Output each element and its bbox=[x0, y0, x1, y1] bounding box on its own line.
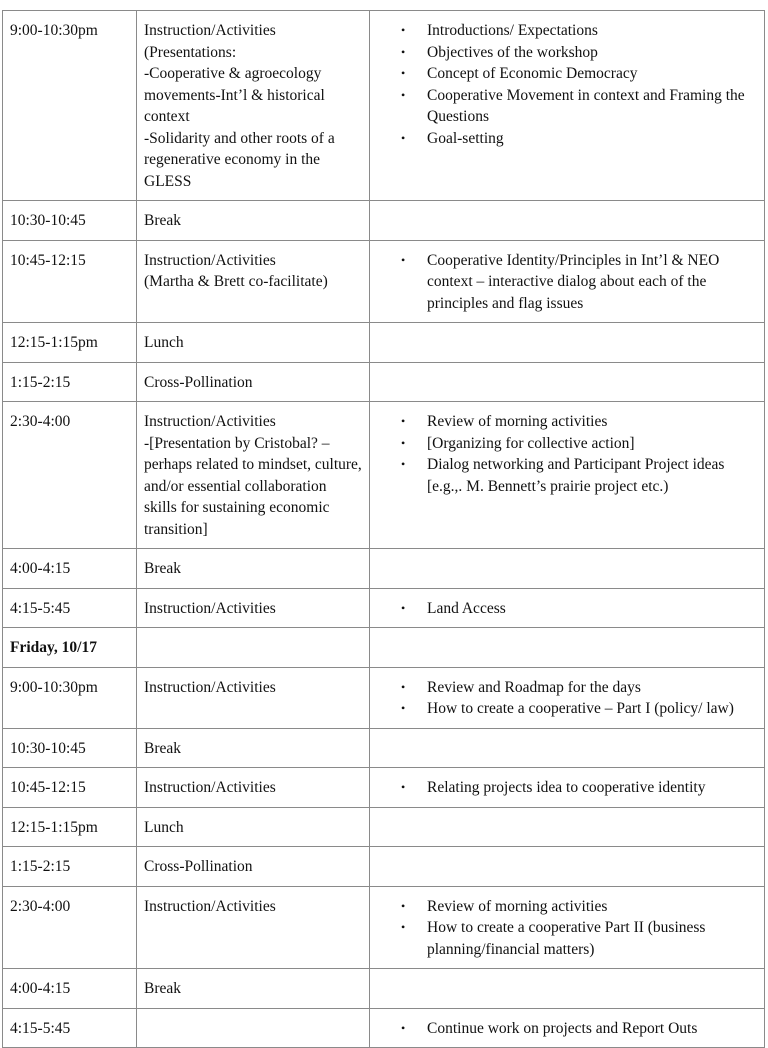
time-slot: 10:45-12:15 bbox=[10, 251, 86, 269]
activity-line: Lunch bbox=[144, 334, 184, 351]
activity-cell bbox=[137, 886, 370, 969]
activity-cell bbox=[137, 323, 370, 363]
schedule-row bbox=[3, 549, 765, 589]
activity-line: Break bbox=[144, 212, 182, 229]
time-slot: 2:30-4:00 bbox=[10, 413, 71, 430]
time-slot: 9:00-10:30pm bbox=[10, 678, 98, 696]
time-cell bbox=[3, 402, 137, 549]
time-cell bbox=[3, 728, 137, 768]
schedule-row bbox=[3, 240, 765, 323]
activity-line: Instruction/Activities bbox=[144, 599, 276, 617]
schedule-row bbox=[3, 201, 765, 241]
schedule-row bbox=[3, 588, 765, 628]
schedule-row bbox=[3, 728, 765, 768]
time-slot: 2:30-4:00 bbox=[10, 897, 71, 915]
time-cell bbox=[3, 847, 137, 887]
topic-text: [Organizing for collective action] bbox=[427, 434, 635, 452]
time-slot: 9:00-10:30pm bbox=[10, 22, 98, 39]
activity-line: Instruction/Activities bbox=[144, 251, 276, 269]
schedule-table bbox=[2, 10, 765, 1048]
bullet-icon: • bbox=[401, 679, 406, 694]
topics-cell bbox=[370, 1008, 765, 1048]
time-cell bbox=[3, 768, 137, 808]
topic-text: How to create a cooperative – Part I (policy/ law) bbox=[427, 700, 734, 717]
activity-cell bbox=[137, 549, 370, 589]
time-cell bbox=[3, 667, 137, 728]
bullet-icon: • bbox=[401, 66, 406, 80]
time-cell bbox=[3, 588, 137, 628]
topics-cell bbox=[370, 886, 765, 969]
activity-cell bbox=[137, 1008, 370, 1048]
topics-cell bbox=[370, 728, 765, 768]
topic-item bbox=[377, 128, 758, 150]
topic-list bbox=[377, 411, 758, 497]
activity-line: Instruction/Activities bbox=[144, 413, 276, 430]
topic-item bbox=[377, 917, 758, 960]
time-cell bbox=[3, 11, 137, 201]
topic-list bbox=[377, 20, 758, 149]
schedule-row bbox=[3, 362, 765, 402]
schedule-row bbox=[3, 1008, 765, 1048]
time-cell bbox=[3, 549, 137, 589]
bullet-icon: • bbox=[401, 701, 406, 715]
activity-line: -[Presentation by Cristobal? – perhaps related to mindset, culture, and/or essential collaboration skills for sustaining economic transition] bbox=[144, 434, 362, 538]
topic-item bbox=[377, 896, 758, 918]
bullet-icon: • bbox=[401, 23, 406, 37]
activity-line: Cross-Pollination bbox=[144, 373, 253, 391]
topics-cell bbox=[370, 201, 765, 241]
time-cell bbox=[3, 1008, 137, 1048]
day-header-row bbox=[3, 628, 765, 668]
schedule-row bbox=[3, 807, 765, 847]
activity-line: Instruction/Activities bbox=[144, 22, 276, 39]
topics-cell bbox=[370, 588, 765, 628]
time-slot: 4:00-4:15 bbox=[10, 560, 71, 577]
activity-line: Break bbox=[144, 980, 182, 997]
topic-list bbox=[377, 1018, 758, 1040]
topic-text: Dialog networking and Participant Project ideas [e.g.,. M. Bennett’s prairie project etc.) bbox=[427, 456, 725, 495]
schedule-row bbox=[3, 969, 765, 1009]
topic-item bbox=[377, 42, 758, 64]
topic-text: How to create a cooperative Part II (business planning/financial matters) bbox=[427, 919, 706, 958]
time-slot: 10:30-10:45 bbox=[10, 739, 86, 757]
activity-line: Instruction/Activities bbox=[144, 779, 276, 796]
topic-list bbox=[377, 777, 758, 799]
activity-cell bbox=[137, 667, 370, 728]
bullet-icon: • bbox=[401, 1020, 406, 1035]
schedule-row bbox=[3, 11, 765, 201]
topics-cell bbox=[370, 768, 765, 808]
topic-item bbox=[377, 777, 758, 799]
topic-list bbox=[377, 598, 758, 620]
time-slot: 1:15-2:15 bbox=[10, 858, 71, 875]
bullet-icon: • bbox=[401, 920, 406, 934]
time-cell bbox=[3, 201, 137, 241]
topic-item bbox=[377, 698, 758, 720]
time-cell bbox=[3, 886, 137, 969]
schedule-table-body bbox=[3, 11, 765, 1048]
activity-cell bbox=[137, 807, 370, 847]
activity-cell bbox=[137, 728, 370, 768]
topic-text: Review and Roadmap for the days bbox=[427, 678, 641, 696]
activity-line: Cross-Pollination bbox=[144, 858, 253, 875]
schedule-row bbox=[3, 768, 765, 808]
activity-line: -Cooperative & agroecology movements-Int’l & historical context bbox=[144, 65, 325, 125]
day-label: Friday, 10/17 bbox=[10, 639, 97, 656]
activity-cell bbox=[137, 588, 370, 628]
topic-text: Introductions/ Expectations bbox=[427, 22, 598, 39]
topics-cell bbox=[370, 628, 765, 668]
topic-list bbox=[377, 677, 758, 720]
schedule-row bbox=[3, 886, 765, 969]
activity-cell bbox=[137, 240, 370, 323]
topics-cell bbox=[370, 362, 765, 402]
time-cell bbox=[3, 807, 137, 847]
topic-item bbox=[377, 454, 758, 497]
topic-item bbox=[377, 433, 758, 455]
topic-item bbox=[377, 85, 758, 128]
topics-cell bbox=[370, 240, 765, 323]
topic-item bbox=[377, 20, 758, 42]
topic-text: Relating projects idea to cooperative identity bbox=[427, 779, 706, 796]
bullet-icon: • bbox=[401, 87, 406, 102]
topics-cell bbox=[370, 807, 765, 847]
topic-text: Cooperative Movement in context and Framing the Questions bbox=[427, 86, 745, 125]
activity-cell bbox=[137, 402, 370, 549]
bullet-icon: • bbox=[401, 252, 406, 267]
time-slot: 10:30-10:45 bbox=[10, 212, 86, 229]
topic-text: Objectives of the workshop bbox=[427, 43, 598, 61]
activity-cell bbox=[137, 847, 370, 887]
activity-cell bbox=[137, 362, 370, 402]
activity-cell bbox=[137, 768, 370, 808]
time-cell bbox=[3, 362, 137, 402]
bullet-icon: • bbox=[401, 898, 406, 913]
topic-text: Continue work on projects and Report Outs bbox=[427, 1019, 698, 1037]
schedule-row bbox=[3, 667, 765, 728]
time-cell bbox=[3, 969, 137, 1009]
bullet-icon: • bbox=[401, 414, 406, 428]
time-slot: 10:45-12:15 bbox=[10, 779, 86, 796]
time-slot: 12:15-1:15pm bbox=[10, 334, 98, 351]
topic-list bbox=[377, 896, 758, 961]
activity-cell bbox=[137, 201, 370, 241]
activity-cell bbox=[137, 11, 370, 201]
schedule-row bbox=[3, 402, 765, 549]
time-slot: 12:15-1:15pm bbox=[10, 818, 98, 836]
activity-line: Lunch bbox=[144, 818, 184, 836]
time-slot: 4:00-4:15 bbox=[10, 980, 71, 997]
schedule-row bbox=[3, 847, 765, 887]
time-cell bbox=[3, 323, 137, 363]
topic-text: Concept of Economic Democracy bbox=[427, 65, 638, 82]
activity-line: (Martha & Brett co-facilitate) bbox=[144, 273, 328, 290]
activity-line: -Solidarity and other roots of a regenerative economy in the GLESS bbox=[144, 129, 335, 190]
topics-cell bbox=[370, 847, 765, 887]
topic-item bbox=[377, 677, 758, 699]
topic-item bbox=[377, 250, 758, 315]
topic-item bbox=[377, 598, 758, 620]
topic-text: Cooperative Identity/Principles in Int’l & NEO context – interactive dialog about each of the principles and flag issues bbox=[427, 251, 720, 312]
day-label-cell bbox=[3, 628, 137, 668]
topics-cell bbox=[370, 11, 765, 201]
topic-item bbox=[377, 63, 758, 85]
topics-cell bbox=[370, 549, 765, 589]
topic-text: Review of morning activities bbox=[427, 897, 608, 915]
activity-cell bbox=[137, 969, 370, 1009]
topics-cell bbox=[370, 323, 765, 363]
time-slot: 4:15-5:45 bbox=[10, 1019, 71, 1037]
topic-item bbox=[377, 411, 758, 433]
topics-cell bbox=[370, 402, 765, 549]
bullet-icon: • bbox=[401, 600, 406, 615]
topic-list bbox=[377, 250, 758, 315]
bullet-icon: • bbox=[401, 780, 406, 794]
activity-line: Break bbox=[144, 739, 182, 757]
topic-text: Review of morning activities bbox=[427, 413, 608, 430]
time-slot: 1:15-2:15 bbox=[10, 373, 71, 391]
topics-cell bbox=[370, 667, 765, 728]
time-slot: 4:15-5:45 bbox=[10, 599, 71, 617]
activity-line: Break bbox=[144, 560, 182, 577]
schedule-row bbox=[3, 323, 765, 363]
topic-item bbox=[377, 1018, 758, 1040]
activity-line: Instruction/Activities bbox=[144, 678, 276, 696]
time-cell bbox=[3, 240, 137, 323]
bullet-icon: • bbox=[401, 435, 406, 450]
topics-cell bbox=[370, 969, 765, 1009]
bullet-icon: • bbox=[401, 44, 406, 59]
topic-text: Goal-setting bbox=[427, 129, 504, 147]
topic-text: Land Access bbox=[427, 599, 506, 617]
activity-line: Instruction/Activities bbox=[144, 897, 276, 915]
bullet-icon: • bbox=[401, 457, 406, 471]
activity-cell bbox=[137, 628, 370, 668]
activity-line: (Presentations: bbox=[144, 43, 237, 61]
bullet-icon: • bbox=[401, 130, 406, 145]
